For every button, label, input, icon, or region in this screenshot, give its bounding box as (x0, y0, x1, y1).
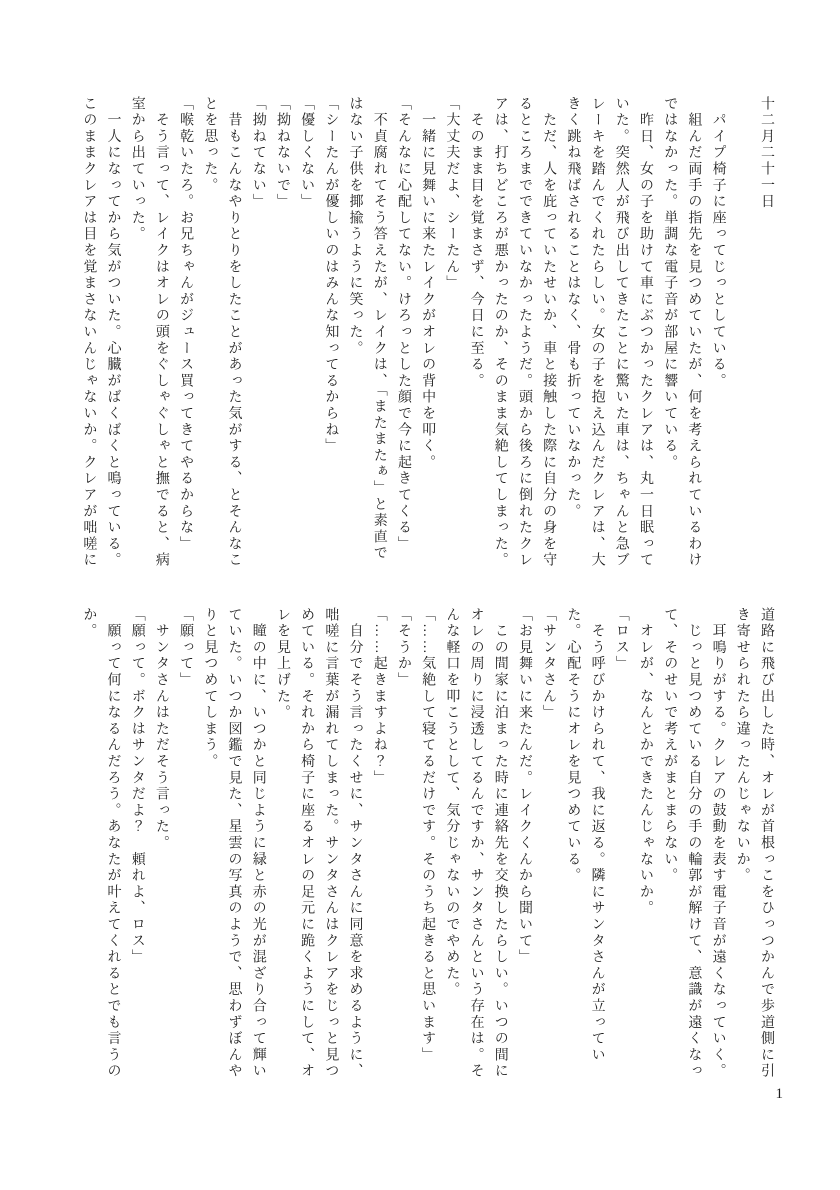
paragraph: 「そうか」 (395, 607, 411, 689)
paragraph: じっと見つめている自分の手の輪郭が解けて、意識が遠くなって、そのせいで考えがまとまらない。 (662, 607, 702, 1080)
paragraph: 「願って。ボクはサンタだよ？ 頼れよ、ロス」 (129, 607, 145, 966)
paragraph: 「拗ねてない」 (250, 96, 266, 211)
paragraph: 「大丈夫だよ、シーたん」 (444, 96, 460, 292)
paragraph: 自分でそう言ったくせに、サンタさんに同意を求めるように、咄嗟に言葉が漏れてしまった。サンタさんはクレアをじっと見つめている。それから椅子に座るオレの足元に跪くようにして、オレを見上げた。 (274, 607, 363, 1080)
paragraph: 「優しくない」 (299, 96, 315, 211)
paragraph: 「願って」 (178, 607, 194, 689)
paragraph: 「お見舞いに来たんだ。レイクくんから聞いて」 (516, 607, 532, 966)
paragraph: 「拗ねないで」 (274, 96, 290, 211)
paragraph: 「喉乾いたろ。お兄ちゃんがジュース買ってきてやるからな」 (178, 96, 194, 553)
paragraph: 昨日、女の子を助けて車にぶつかったクレアは、丸一日眠っていた。突然人が飛び出してきたことに驚いた車は、ちゃんと急ブレーキを踏んでくれたらしい。女の子を抱え込んだクレアは、大きく跳ね飛ばされることはなく、骨も折っていなかった。 (565, 96, 653, 569)
paragraph: 一人になってから気がついた。心臓がばくばくと鳴っている。このままクレアは目を覚まさないんじゃないか。クレアが咄嗟に (81, 96, 121, 569)
text-block-top (76, 96, 778, 569)
paragraph: 「シーたんが優しいのはみんな知ってるからね」 (323, 96, 339, 455)
paragraph: サンタさんはただそう言った。 (153, 607, 169, 852)
paragraph: 「……起きますよね？」 (371, 607, 387, 787)
paragraph: パイプ椅子に座ってじっとしている。 (710, 96, 726, 390)
paragraph: 「サンタさん」 (541, 607, 557, 722)
paragraph: 「ロス」 (613, 607, 629, 673)
paragraph: 一緒に見舞いに来たレイクがオレの背中を叩く。 (420, 96, 436, 471)
paragraph: 十二月二十一日 (759, 96, 774, 211)
paragraph: 「……気絶して寝てるだけです。そのうち起きると思います」 (420, 607, 436, 1064)
paragraph: 耳鳴りがする。クレアの鼓動を表す電子音が遠くなっていく。 (710, 607, 726, 1080)
paragraph: オレが、なんとかできたんじゃないか。 (637, 607, 653, 917)
paragraph: この間家に泊まった時に連絡先を交換したらしい。いつの間にオレの周りに浸透してるんですか、サンタさんという存在は。そんな軽口を叩こうとして、気分じゃないのでやめた。 (444, 607, 508, 1080)
paragraph: 組んだ両手の指先を見つめていたが、何を考えられているわけではなかった。単調な電子音が部屋に響いている。 (662, 96, 702, 569)
text-block-bottom (76, 607, 778, 1080)
paragraph: 「そんなに心配してない。けろっとした顔で今に起きてくる」 (395, 96, 411, 553)
paragraph: 不貞腐れてそう答えたが、レイクは、「またまたぁ」と素直ではない子供を揶揄うように笑った。 (347, 96, 387, 562)
page-number: 1 (775, 1086, 783, 1102)
paragraph: ただ、人を庇っていたせいか、車と接触した際に自分の身を守るところまでできていなかったようだ。頭から後ろに倒れたクレアは、打ちどころが悪かったのか、そのまま気絶してしまった。 (492, 96, 557, 569)
paragraph: 瞳の中に、いつかと同じように緑と赤の光が混ざり合って輝いていた。いつか図鑑で見た、星雲の写真のようで、思わずぼんやりと見つめてしまう。 (202, 607, 266, 1080)
blank-line (730, 96, 754, 569)
paragraph: 道路に飛び出した時、オレが首根っこをひっつかんで歩道側に引き寄せられたら違ったんじゃないか。 (734, 607, 774, 1080)
paragraph: そう呼びかけられて、我に返る。隣にサンタさんが立っていた。心配そうにオレを見つめている。 (565, 607, 605, 1064)
paragraph: そのまま目を覚まさず、今日に至る。 (468, 96, 484, 390)
paragraph: そう言って、レイクはオレの頭をぐしゃぐしゃと撫でると、病室から出ていった。 (129, 96, 169, 569)
paragraph: 昔もこんなやりとりをしたことがあった気がする、とそんなことを思った。 (202, 96, 242, 569)
paragraph: 願って何になるんだろう。あなたが叶えてくれるとでも言うのか。 (81, 607, 121, 1080)
